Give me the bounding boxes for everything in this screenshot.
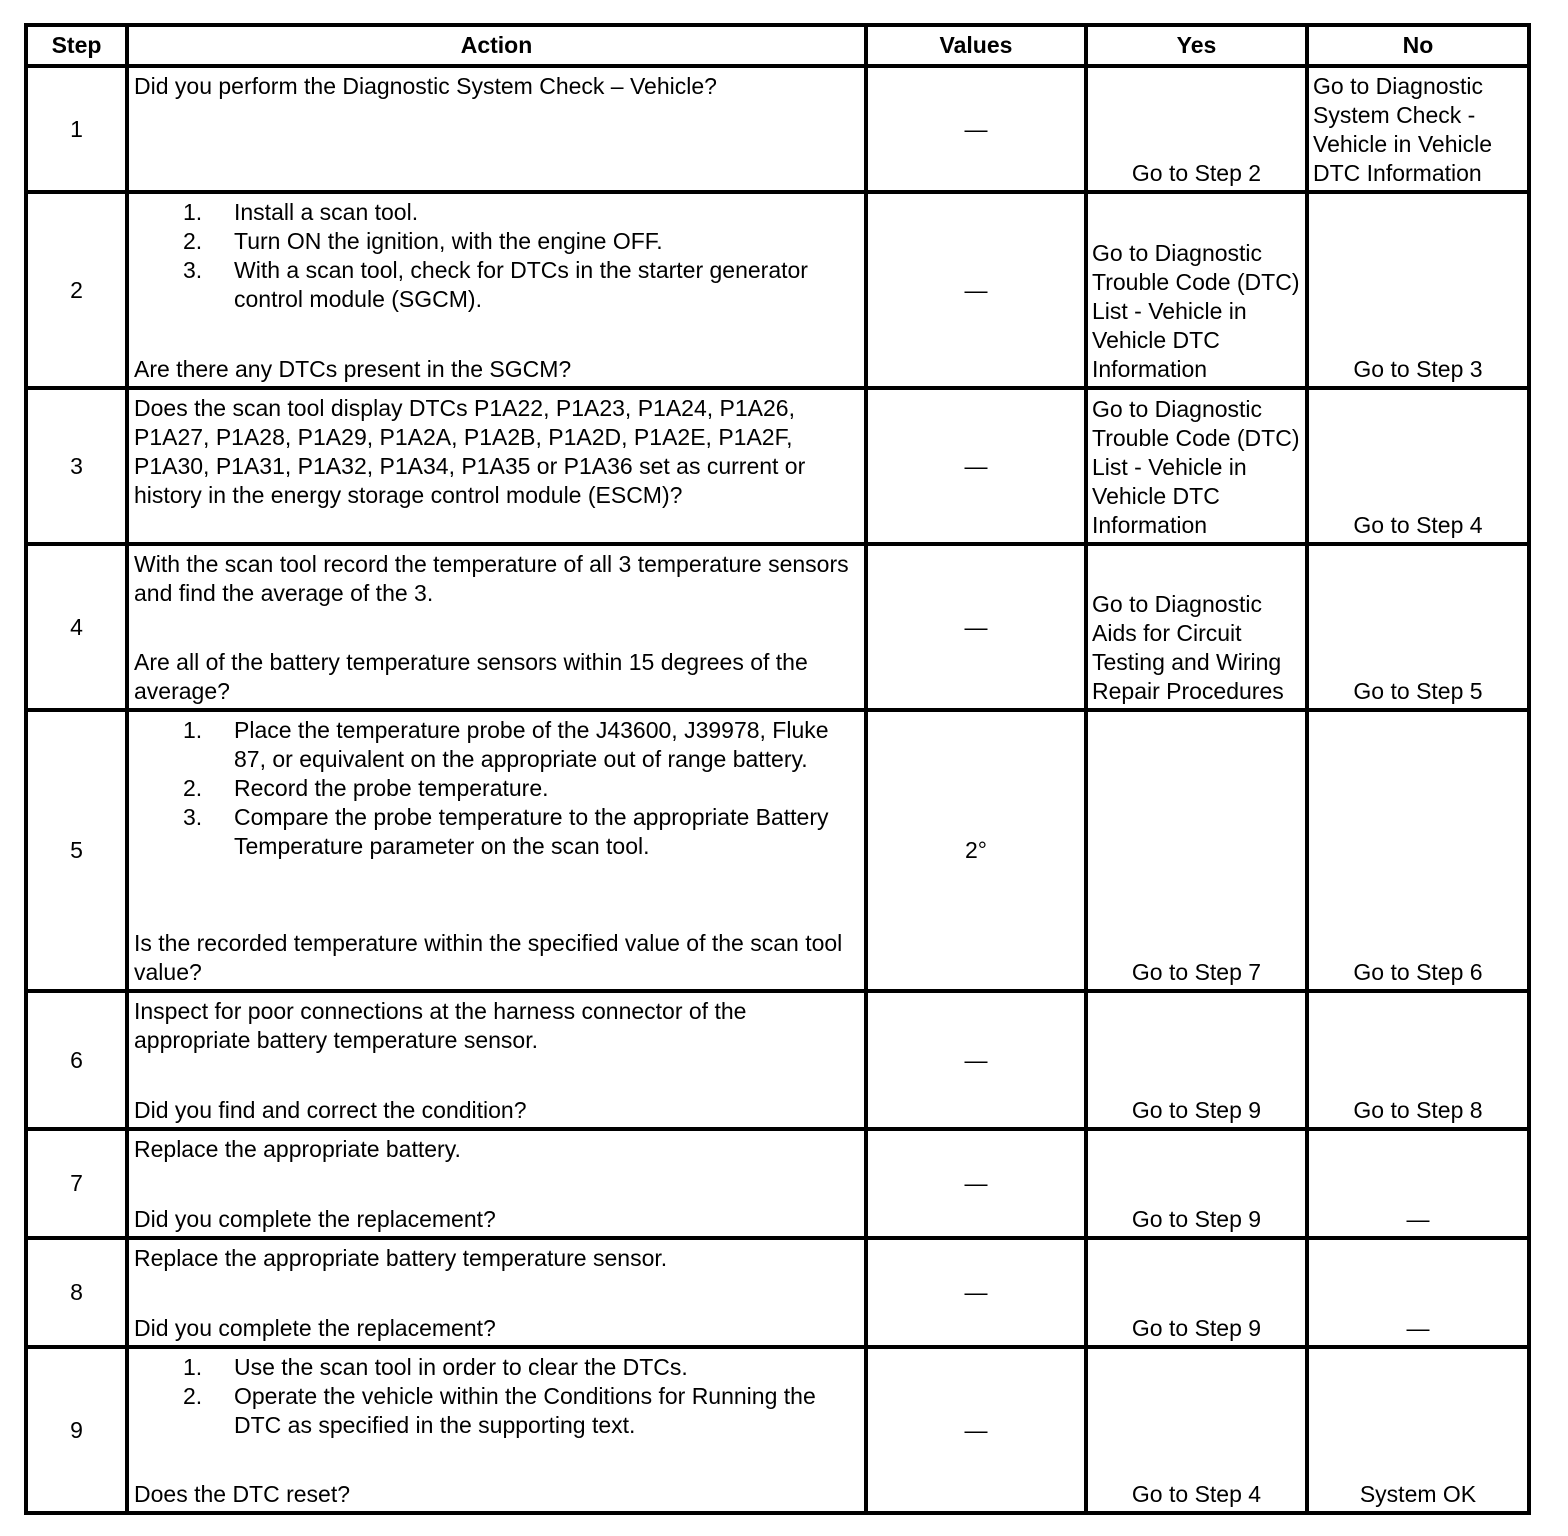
action-intro: Did you perform the Diagnostic System Check – Vehicle?: [134, 73, 717, 99]
action-question: Are there any DTCs present in the SGCM?: [134, 356, 572, 382]
yes-answer: Go to Step 9: [1131, 1315, 1262, 1341]
yes-cell: [1086, 1347, 1307, 1513]
yes-answer: Go to Diagnostic Aids for Circuit Testing and Wiring Repair Procedures: [1092, 591, 1284, 704]
value-cell: 2°: [866, 710, 1086, 991]
yes-answer: Go to Step 9: [1131, 1206, 1262, 1232]
diagnostic-table: [24, 23, 1531, 1515]
value-cell: —: [866, 544, 1086, 710]
header-row: [26, 25, 1529, 66]
action-step-number: 1.: [183, 199, 203, 225]
action-step-text: Compare the probe temperature to the appropriate Battery Temperature parameter on the scan tool.: [234, 804, 829, 859]
no-cell: [1307, 1347, 1529, 1513]
action-content: [129, 390, 864, 542]
action-step-text: Record the probe temperature.: [234, 775, 549, 801]
action-step-item: [183, 256, 856, 314]
action-step-number: 2.: [183, 1383, 203, 1409]
action-step-item: [183, 227, 856, 256]
action-step-number: 3.: [183, 804, 203, 830]
table-row: [26, 991, 1529, 1129]
action-intro: Replace the appropriate battery temperature sensor.: [134, 1245, 668, 1271]
no-cell: [1307, 1238, 1529, 1347]
no-answer: Go to Diagnostic System Check - Vehicle in Vehicle DTC Information: [1313, 73, 1493, 186]
action-intro: With the scan tool record the temperature of all 3 temperature sensors and find the average of the 3.: [134, 551, 849, 606]
action-cell: [127, 388, 866, 544]
action-question: Are all of the battery temperature sensors within 15 degrees of the average?: [134, 649, 808, 704]
no-answer: Go to Step 8: [1353, 1097, 1483, 1123]
yes-answer: Go to Step 4: [1131, 1481, 1262, 1507]
action-steps-list: [134, 1353, 856, 1440]
action-steps-list: [134, 198, 856, 314]
action-question: Did you complete the replacement?: [134, 1315, 496, 1341]
no-cell: [1307, 1129, 1529, 1238]
action-question: Is the recorded temperature within the specified value of the scan tool value?: [134, 930, 843, 985]
action-step-item: [183, 716, 856, 774]
action-content: [129, 1349, 864, 1511]
action-step-number: 2.: [183, 228, 203, 254]
action-step-item: [183, 774, 856, 803]
action-intro: Inspect for poor connections at the harness connector of the appropriate battery temperature sensor.: [134, 998, 747, 1053]
yes-cell: [1086, 66, 1307, 192]
table-body: [26, 66, 1529, 1513]
step-number: 1: [26, 66, 127, 192]
action-question: Did you complete the replacement?: [134, 1206, 496, 1232]
value-cell: —: [866, 1129, 1086, 1238]
step-number: 7: [26, 1129, 127, 1238]
yes-cell: [1086, 1238, 1307, 1347]
table-row: [26, 388, 1529, 544]
yes-cell: [1086, 710, 1307, 991]
action-step-text: Use the scan tool in order to clear the DTCs.: [234, 1354, 688, 1380]
no-cell: [1307, 710, 1529, 991]
no-cell: [1307, 192, 1529, 388]
action-question: Did you find and correct the condition?: [134, 1097, 527, 1123]
action-content: [129, 993, 864, 1127]
yes-answer: Go to Diagnostic Trouble Code (DTC) List - Vehicle in Vehicle DTC Information: [1092, 396, 1300, 538]
action-content: [129, 68, 864, 189]
step-number: 6: [26, 991, 127, 1129]
yes-cell: [1086, 388, 1307, 544]
table-row: [26, 1129, 1529, 1238]
value-cell: —: [866, 388, 1086, 544]
action-cell: [127, 1129, 866, 1238]
action-cell: [127, 1238, 866, 1347]
no-cell: [1307, 66, 1529, 192]
value-cell: —: [866, 991, 1086, 1129]
action-step-number: 1.: [183, 1354, 203, 1380]
action-step-text: Operate the vehicle within the Conditions for Running the DTC as specified in the supporting text.: [234, 1383, 816, 1438]
action-step-text: Install a scan tool.: [234, 199, 419, 225]
action-content: [129, 546, 864, 708]
action-cell: [127, 1347, 866, 1513]
step-number: 2: [26, 192, 127, 388]
no-answer: Go to Step 5: [1353, 678, 1483, 704]
table-row: [26, 710, 1529, 991]
value-cell: —: [866, 1347, 1086, 1513]
step-number: 4: [26, 544, 127, 710]
action-step-text: Place the temperature probe of the J43600, J39978, Fluke 87, or equivalent on the appropriate out of range battery.: [234, 717, 829, 772]
no-cell: [1307, 544, 1529, 710]
no-answer: Go to Step 6: [1353, 959, 1483, 985]
no-answer: —: [1406, 1206, 1430, 1232]
action-cell: [127, 991, 866, 1129]
table-row: [26, 544, 1529, 710]
header-yes: Yes: [1086, 25, 1307, 66]
action-content: [129, 1240, 864, 1345]
no-answer: Go to Step 3: [1353, 356, 1483, 382]
table-row: [26, 1238, 1529, 1347]
no-answer: —: [1406, 1315, 1430, 1341]
no-answer: Go to Step 4: [1353, 512, 1483, 538]
action-cell: [127, 710, 866, 991]
action-step-item: [183, 803, 856, 861]
action-step-item: [183, 1353, 856, 1382]
yes-cell: [1086, 991, 1307, 1129]
yes-answer: Go to Step 7: [1131, 959, 1262, 985]
value-cell: —: [866, 192, 1086, 388]
action-question: Does the DTC reset?: [134, 1481, 351, 1507]
header-step: Step: [26, 25, 127, 66]
action-step-text: Turn ON the ignition, with the engine OFF.: [234, 228, 663, 254]
step-number: 9: [26, 1347, 127, 1513]
action-intro: Does the scan tool display DTCs P1A22, P1A23, P1A24, P1A26, P1A27, P1A28, P1A29, P1A2A, P1A2B, P1A2D, P1A2E, P1A2F, P1A30, P1A31, P1A32, P1A34, P1A35 or P1A36 set as current or history in the energy storage control module (ESCM)?: [134, 395, 806, 508]
header-no: No: [1307, 25, 1529, 66]
action-content: [129, 194, 864, 386]
action-step-number: 3.: [183, 257, 203, 283]
yes-cell: [1086, 544, 1307, 710]
action-step-number: 2.: [183, 775, 203, 801]
table-row: [26, 1347, 1529, 1513]
action-cell: [127, 192, 866, 388]
yes-cell: [1086, 192, 1307, 388]
action-steps-list: [134, 716, 856, 861]
action-content: [129, 712, 864, 989]
step-number: 5: [26, 710, 127, 991]
action-step-item: [183, 1382, 856, 1440]
action-cell: [127, 66, 866, 192]
header-action: Action: [127, 25, 866, 66]
yes-answer: Go to Diagnostic Trouble Code (DTC) List - Vehicle in Vehicle DTC Information: [1092, 240, 1300, 382]
header-values: Values: [866, 25, 1086, 66]
action-step-text: With a scan tool, check for DTCs in the starter generator control module (SGCM).: [234, 257, 808, 312]
yes-answer: Go to Step 2: [1131, 160, 1262, 186]
step-number: 8: [26, 1238, 127, 1347]
table-row: [26, 192, 1529, 388]
no-cell: [1307, 991, 1529, 1129]
no-answer: System OK: [1359, 1481, 1477, 1507]
action-intro: Replace the appropriate battery.: [134, 1136, 461, 1162]
value-cell: —: [866, 66, 1086, 192]
action-step-number: 1.: [183, 717, 203, 743]
action-content: [129, 1131, 864, 1236]
yes-answer: Go to Step 9: [1131, 1097, 1262, 1123]
action-step-item: [183, 198, 856, 227]
step-number: 3: [26, 388, 127, 544]
action-cell: [127, 544, 866, 710]
yes-cell: [1086, 1129, 1307, 1238]
table-row: [26, 66, 1529, 192]
no-cell: [1307, 388, 1529, 544]
value-cell: —: [866, 1238, 1086, 1347]
